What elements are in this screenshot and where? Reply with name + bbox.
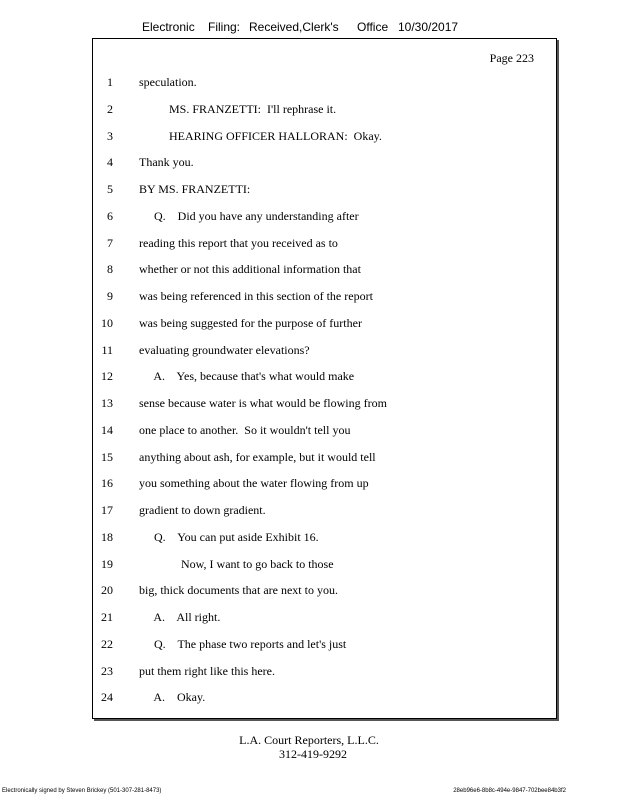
footer-phone: 312-419-9292 [279, 747, 347, 761]
filing-header [0, 20, 618, 38]
footer-company: L.A. Court Reporters, L.L.C. [239, 733, 379, 747]
line-number: 10 [101, 315, 113, 330]
line-number: 23 [101, 663, 113, 678]
header-office: Office [357, 20, 389, 34]
transcript-line [93, 155, 556, 173]
line-text: was being suggested for the purpose of further [139, 315, 362, 330]
line-text: Q. The phase two reports and let's just [139, 636, 347, 651]
page-number: Page 223 [489, 51, 534, 65]
line-number: 12 [101, 369, 113, 384]
transcript-line [93, 664, 556, 682]
line-number: 3 [107, 128, 113, 143]
line-number: 22 [101, 636, 113, 651]
transcript-line [93, 369, 556, 387]
transcript-line [93, 102, 556, 120]
transcript-line [93, 557, 556, 575]
line-text: Now, I want to go back to those [139, 556, 334, 571]
transcript-line [93, 289, 556, 307]
line-text: one place to another. So it wouldn't tell you [139, 422, 351, 437]
line-number: 6 [107, 208, 113, 223]
line-number: 20 [101, 583, 113, 598]
transcript-line [93, 637, 556, 655]
line-number: 15 [101, 449, 113, 464]
transcript-line [93, 75, 556, 93]
header-filing: Filing: [208, 20, 241, 34]
transcript-line [93, 343, 556, 361]
line-number: 24 [101, 690, 113, 705]
header-date: 10/30/2017 [398, 20, 459, 34]
line-number: 8 [107, 262, 113, 277]
line-text: sense because water is what would be flowing from [139, 396, 387, 410]
transcript-line [93, 690, 556, 708]
header-electronic: Electronic [142, 20, 195, 34]
transcript-line [93, 610, 556, 628]
transcript-line [93, 262, 556, 280]
transcript-line [93, 209, 556, 227]
line-number: 11 [101, 342, 113, 357]
transcript-line [93, 503, 556, 521]
transcript-line [93, 423, 556, 441]
transcript-line [93, 316, 556, 334]
line-text: big, thick documents that are next to you. [139, 583, 338, 598]
transcript-line [93, 129, 556, 147]
line-text: Q. You can put aside Exhibit 16. [139, 529, 319, 544]
line-text: A. Okay. [139, 690, 206, 705]
line-number: 7 [107, 235, 113, 250]
line-text: A. All right. [139, 610, 221, 624]
line-text: MS. FRANZETTI: I'll rephrase it. [139, 101, 337, 116]
line-text: put them right like this here. [139, 663, 275, 678]
line-text: you something about the water flowing from up [139, 476, 369, 491]
line-text: was being referenced in this section of the report [139, 289, 373, 303]
transcript-line [93, 396, 556, 414]
transcript-line [93, 182, 556, 200]
line-number: 18 [101, 529, 113, 544]
line-number: 9 [107, 289, 113, 303]
header-received: Received,Clerk's [249, 20, 339, 34]
line-number: 4 [107, 155, 113, 170]
line-text: HEARING OFFICER HALLORAN: Okay. [139, 128, 382, 143]
line-number: 17 [101, 503, 113, 517]
transcript-page [92, 38, 557, 719]
line-number: 1 [107, 75, 113, 89]
transcript-line [93, 450, 556, 468]
transcript-line [93, 530, 556, 548]
document-hash: 28eb96e6-8b8c-494e-9847-702bee84b3f2 [453, 788, 566, 794]
line-number: 5 [107, 182, 113, 196]
line-text: whether or not this additional information that [139, 262, 361, 277]
line-text: Thank you. [139, 155, 194, 170]
electronic-signature: Electronically signed by Steven Brickey (501-307-281-8473) [2, 788, 162, 794]
line-number: 16 [101, 476, 113, 491]
transcript-line [93, 236, 556, 254]
line-text: anything about ash, for example, but it would tell [139, 449, 376, 464]
line-text: Q. Did you have any understanding after [139, 208, 359, 223]
line-text: speculation. [139, 75, 197, 89]
line-number: 19 [101, 556, 113, 571]
transcript-line [93, 583, 556, 601]
line-text: BY MS. FRANZETTI: [139, 182, 251, 196]
transcript-line [93, 476, 556, 494]
line-text: A. Yes, because that's what would make [139, 369, 355, 384]
line-number: 2 [107, 101, 113, 116]
line-text: gradient to down gradient. [139, 503, 266, 517]
line-number: 13 [101, 396, 113, 410]
line-text: reading this report that you received as to [139, 235, 338, 250]
line-text: evaluating groundwater elevations? [139, 342, 310, 357]
line-number: 21 [101, 610, 113, 624]
line-number: 14 [101, 422, 113, 437]
